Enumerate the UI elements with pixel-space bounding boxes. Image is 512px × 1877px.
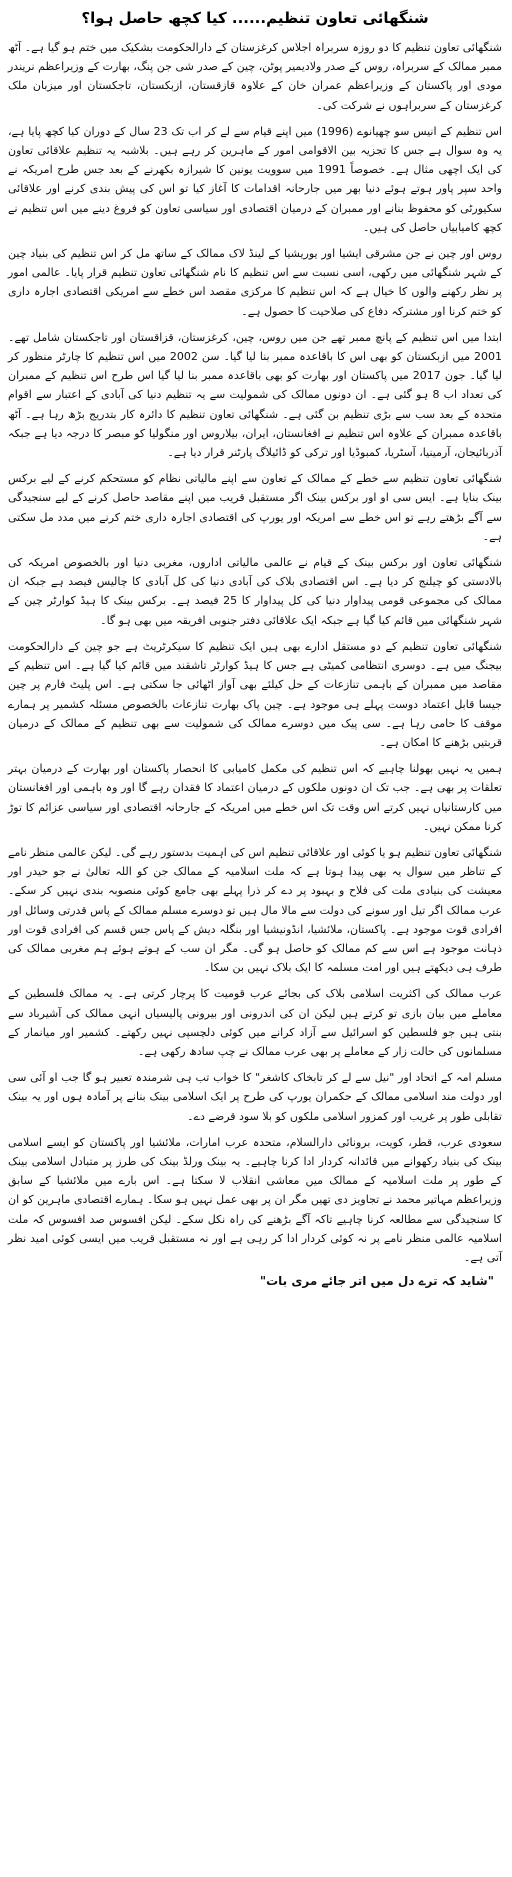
article-paragraph: سعودی عرب، قطر، کویت، برونائی دارالسلام، متحدہ عرب امارات، ملائشیا اور پاکستان کو ایسے اسلامی بینک کی بنیاد رکھوانے میں قائدانہ کردار ادا کرنا چاہیے۔ یہ بینک ورلڈ بینک کی طرز پر متبادل اسلامی بینک کے طور پر ملت اسلامیہ کے ممالک میں معاشی انقلاب لا سکتا ہے۔ اس بارے میں ملائشیا کے سابق وزیراعظم مہاتیر محمد نے تجاویز دی تھیں مگر ان پر بھی عمل نہیں ہو سکا۔ ہمارے اقتصادی ماہرین کو ان کا سنجیدگی سے مطالعہ کرنا چاہیے تاکہ آگے بڑھنے کی راہ نکل سکے۔ لیکن افسوس صد افسوس کہ ملت اسلامیہ عالمی منظر نامے پر نہ کوئی کردار ادا کر رہی ہے اور نہ مستقبل قریب میں ایسی کوئی امید نظر آتی ہے۔ bbox=[8, 1135, 502, 1264]
article-paragraph: شنگھائی تعاون تنظیم سے خطے کے ممالک کے تعاون سے اپنے مالیاتی نظام کو مستحکم کرنے کے لیے برکس بینک بنایا ہے۔ ایس سی او اور برکس بینک اگر مستقبل قریب میں اپنے مقاصد حاصل کرنے کے لیے سنجیدگی سے آگے بڑھتے رہے تو اس خطے سے امریکہ اور یورپ کی اقتصادی اجارہ داری ختم کرنے میں مدد مل سکتی ہے۔ bbox=[8, 472, 502, 543]
article-paragraph: مسلم امہ کے اتحاد اور "نیل سے لے کر تابخاک کاشغر" کا خواب تب ہی شرمندہ تعبیر ہو گا جب او آئی سی اور دولت مند اسلامی ممالک کے حکمران یورپ کی طرح پر ایک اسلامی بینک بنانے پر آمادہ ہوں اور یہ بینک تقابلی طور پر غریب اور کمزور اسلامی ملکوں کو بلا سود قرضے دے۔ bbox=[8, 1071, 502, 1123]
article-paragraph: روس اور چین نے جن مشرقی ایشیا اور یوریشیا کے لینڈ لاک ممالک کے ساتھ مل کر اس تنظیم کی بنیاد چین کے شہر شنگھائی میں رکھی، اسی نسبت سے اس تنظیم کا نام شنگھائی تعاون تنظیم قرار پایا۔ عالمی امور پر نظر رکھنے والوں کا خیال ہے کہ اس تنظیم کا مرکزی مقصد اس خطے سے امریکی اقتصادی اجارہ داری کو ختم کرنا اور مشترکہ دفاع کی صلاحیت کا حصول ہے۔ bbox=[8, 247, 502, 318]
article-paragraph: ابتدا میں اس تنظیم کے پانچ ممبر تھے جن میں روس، چین، کرغزستان، قزاقستان اور تاجکستان شامل تھے۔ 2001 میں ازبکستان کو بھی اس کا باقاعدہ ممبر بنا لیا گیا۔ سن 2002 میں اس تنظیم کا چارٹر منظور کر لیا گیا۔ جون 2017 میں پاکستان اور بھارت کو بھی باقاعدہ ممبر بنا لیا گیا اس طرح اس تنظیم کے ممبران کی تعداد اب 8 ہو گئی ہے۔ ان دونوں ممالک کی شمولیت سے یہ تنظیم دنیا کی آبادی کے اعتبار سے اقوام متحدہ کے بعد سب سے بڑی تنظیم بن گئی ہے۔ شنگھائی تعاون تنظیم کا دائرہ کار بتدریج بڑھ رہا ہے۔ آٹھ باقاعدہ ممبران کے علاوہ اس تنظیم نے افغانستان، ایران، بیلاروس اور منگولیا کو مبصر کا درجہ دیا ہے جبکہ آذربائیجان، آرمینیا، آسٹریا، کمبوڈیا اور ترکی کو ڈائیلاگ پارٹنر قرار دیا ہے۔ bbox=[8, 330, 502, 460]
article-paragraph: شنگھائی تعاون تنظیم کا دو روزہ سربراہ اجلاس کرغزستان کے دارالحکومت بشکیک میں ختم ہو گیا ہے۔ آٹھ ممبر ممالک کے سربراہ، روس کے صدر ولادیمیر پوٹن، چین کے صدر شی جن پنگ، بھارت کے وزیراعظم نریندر مودی اور پاکستان کے وزیراعظم عمران خان کے علاوہ قازقستان، ازبکستان، تاجکستان اور میزبان ملک کرغزستان کے سربراہوں نے شرکت کی۔ bbox=[8, 41, 502, 112]
article-paragraph: اس تنظیم کے انیس سو چھیانوے (1996) میں اپنے قیام سے لے کر اب تک 23 سال کے دوران کیا کچھ پایا ہے، یہ وہ سوال ہے جس کا تجزیہ بین الاقوامی امور کے ماہرین کر رہے ہیں۔ بلاشبہ یہ تنظیم علاقائی تعاون کی ایک اچھی مثال ہے۔ خصوصاً 1991 میں سوویت یونین کا شیرازہ بکھرنے کے بعد جس طرح امریکہ نے واحد سپر پاور ہوتے ہوئے دنیا بھر میں جارحانہ اقدامات کا آغاز کیا تو اس کی پیش بندی کرنے اور علاقائی سکیورٹی کو محفوظ بنانے اور ممبران کے درمیان اقتصادی اور سیاسی تعاون کو فروغ دینے میں اس تنظیم نے کچھ کامیابیاں حاصل کی ہیں۔ bbox=[8, 124, 502, 234]
article-paragraph: عرب ممالک کی اکثریت اسلامی بلاک کی بجائے عرب قومیت کا پرچار کرتی ہے۔ یہ ممالک فلسطین کے معاملے میں بیان بازی تو کرتے ہیں لیکن ان کی اندرونی اور بیرونی پالیسیاں انہی ممالک کی آشیرباد سے بنتی ہیں جو فلسطین کو اسرائیل سے آزاد کرانے میں کوئی دلچسپی نہیں رکھتے۔ کشمیر اور میانمار کے مسلمانوں کی حالت زار کے معاملے پر بھی عرب ممالک نے چپ سادھ رکھی ہے۔ bbox=[8, 987, 502, 1058]
closing-verse: "شاید کہ ترے دل میں اتر جائے مری بات" bbox=[259, 1274, 494, 1289]
article-paragraph: شنگھائی تعاون تنظیم کے دو مستقل ادارے بھی ہیں ایک تنظیم کا سیکرٹریٹ ہے جو چین کے دارالحکومت بیجنگ میں ہے۔ دوسری انتظامی کمیٹی ہے جس کا ہیڈ کوارٹر تاشقند میں قائم کیا گیا ہے۔ اس تنظیم کے مقاصد میں ممبران کے باہمی تنازعات کے حل کیلئے بھی آواز اٹھائی جا سکتی ہے۔ اس پلیٹ فارم پر چین جیسا قابل اعتماد دوست پہلے ہی موجود ہے۔ چین پاک بھارت تنازعات بالخصوص مسئلہ کشمیر پر ہمارے موقف کا حامی رہا ہے۔ سی پیک میں دوسرے ممالک کی شمولیت سے بھی تنظیم کے ممالک کے درمیان قربتیں بڑھنے کا امکان ہے۔ bbox=[8, 639, 502, 749]
article-paragraph: ہمیں یہ نہیں بھولنا چاہیے کہ اس تنظیم کی مکمل کامیابی کا انحصار پاکستان اور بھارت کے درمیان بہتر تعلقات پر بھی ہے۔ جب تک ان دونوں ملکوں کے درمیان اعتماد کا فقدان رہے گا اور وہ باہمی اور افغانستان میں کارستانیاں نہیں کرتے اس وقت تک اس خطے میں امریکہ کے جارحانہ اقتصادی اور سیاسی عزائم کا توڑ کرنا ممکن نہیں۔ bbox=[8, 762, 502, 833]
article-paragraph: شنگھائی تعاون اور برکس بینک کے قیام نے عالمی مالیاتی اداروں، مغربی دنیا اور بالخصوص امریکہ کی بالادستی کو چیلنج کر دیا ہے۔ اس اقتصادی بلاک کی آبادی دنیا کی کل آبادی کا چالیس فیصد ہے جبکہ ان ممالک کی مجموعی قومی پیداوار دنیا کی کل پیداوار کا 25 فیصد ہے۔ برکس بینک کا ہیڈ کوارٹر چین کے شہر شنگھائی میں قائم کیا گیا ہے جبکہ ایک علاقائی دفتر جنوبی افریقہ میں بھی ہو گا۔ bbox=[8, 556, 502, 627]
article-paragraph: شنگھائی تعاون تنظیم ہو یا کوئی اور علاقائی تنظیم اس کی اہمیت بدستور رہے گی۔ لیکن عالمی منظر نامے کے تناظر میں سوال یہ بھی پیدا ہوتا ہے کہ ملت اسلامیہ کے ممالک جن کو اللہ تعالیٰ نے جو حیدر اور معیشت کی بنیادی ملت کی فلاح و بہبود پر دے کر ذرا پہلے بھی جامع کوئی منصوبہ بندی نہیں کر سکے۔ عرب ممالک اگر تیل اور سونے کی دولت سے مالا مال ہیں تو دوسرے مسلم ممالک کے پاس قدرتی وسائل اور افرادی قوت موجود ہے۔ پاکستان، ملائشیا، انڈونیشیا اور بنگلہ دیش کے پاس جس قسم کی افرادی قوت اور ذہانت موجود ہے اس سے کم ممالک کو حاصل ہو گی۔ مگر ان سب کے ہوتے ہوئے ہم مغربی ممالک کی طرف ہی دیکھتے ہیں اور امت مسلمہ کا ایک بلاک نہیں بن سکا۔ bbox=[8, 845, 502, 975]
closing-verse-text: شاید کہ ترے دل میں اتر جائے مری بات bbox=[266, 1274, 488, 1289]
article-body bbox=[8, 38, 502, 1267]
article-headline: شنگھائی تعاون تنظیم...... کیا کچھ حاصل ہوا؟ bbox=[81, 9, 429, 27]
